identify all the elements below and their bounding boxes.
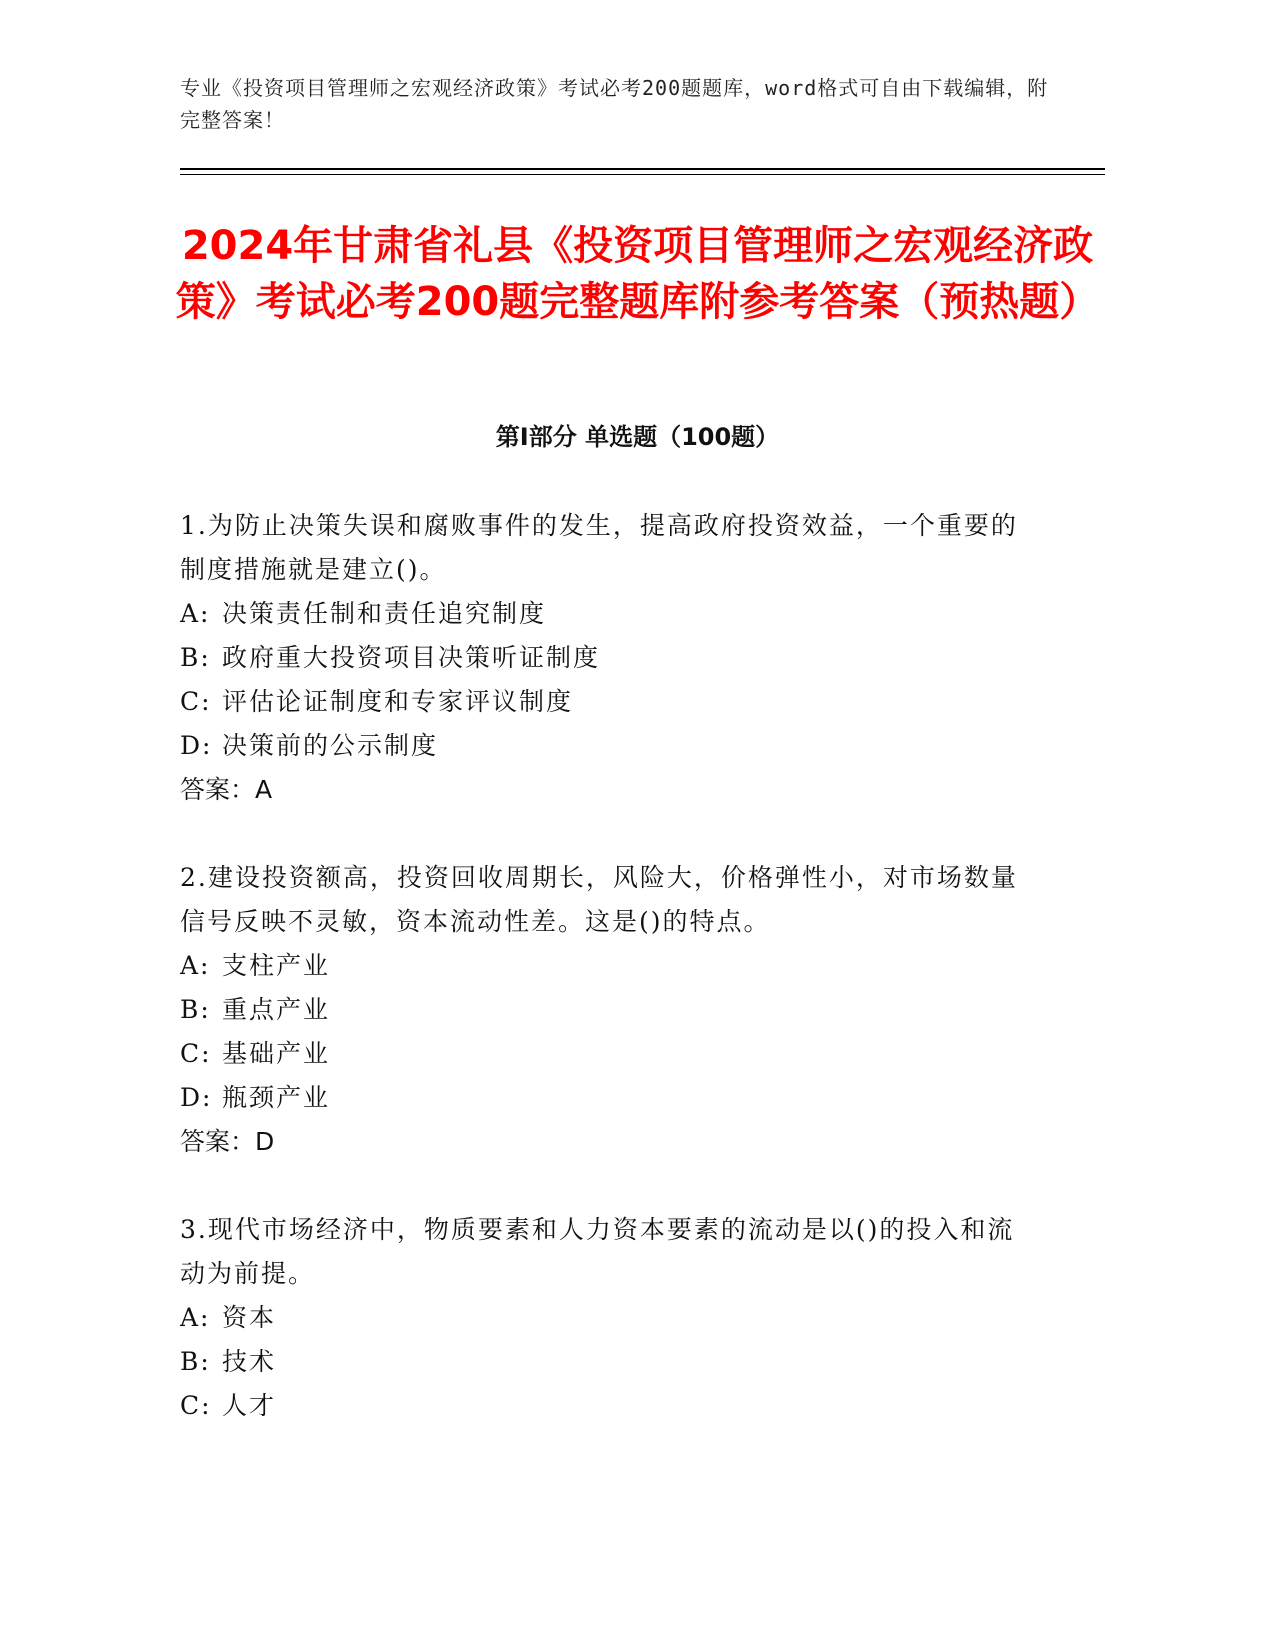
option-key: C: xyxy=(180,1391,212,1420)
option-key: A: xyxy=(180,951,211,980)
question-item xyxy=(180,1208,1020,1428)
question-item xyxy=(180,504,1020,812)
option-b xyxy=(180,988,1020,1032)
option-text: 技术 xyxy=(222,1347,277,1376)
header-rule-thin xyxy=(180,174,1105,175)
option-key: A: xyxy=(180,1303,211,1332)
option-c xyxy=(180,1384,1020,1428)
option-text: 人才 xyxy=(222,1391,277,1420)
header-rule-thick xyxy=(180,168,1105,170)
option-text: 决策责任制和责任追究制度 xyxy=(222,599,547,628)
option-text: 瓶颈产业 xyxy=(222,1083,331,1112)
option-key: D: xyxy=(180,1083,213,1112)
option-text: 重点产业 xyxy=(222,995,331,1024)
option-text: 支柱产业 xyxy=(222,951,331,980)
option-b xyxy=(180,636,1020,680)
answer-line: 答案：A xyxy=(180,775,273,804)
option-c xyxy=(180,1032,1020,1076)
header-note: 专业《投资项目管理师之宏观经济政策》考试必考200题题库，word格式可自由下载编辑，附完整答案！ xyxy=(180,76,1049,132)
option-text: 基础产业 xyxy=(222,1039,331,1068)
option-text: 决策前的公示制度 xyxy=(222,731,439,760)
question-item xyxy=(180,856,1020,1164)
option-text: 资本 xyxy=(222,1303,277,1332)
option-text: 政府重大投资项目决策听证制度 xyxy=(222,643,601,672)
section-title: 第I部分 单选题（100题） xyxy=(495,423,780,451)
option-key: C: xyxy=(180,1039,212,1068)
option-d xyxy=(180,724,1020,768)
option-a xyxy=(180,592,1020,636)
option-a xyxy=(180,1296,1020,1340)
option-key: B: xyxy=(180,643,211,672)
option-d xyxy=(180,1076,1020,1120)
question-list xyxy=(180,504,1020,1472)
option-key: B: xyxy=(180,995,211,1024)
option-text: 评估论证制度和专家评议制度 xyxy=(222,687,574,716)
option-b xyxy=(180,1340,1020,1384)
option-key: C: xyxy=(180,687,212,716)
answer-line: 答案：D xyxy=(180,1127,275,1156)
question-stem: 2.建设投资额高，投资回收周期长，风险大，价格弹性小，对市场数量信号反映不灵敏，资本流动性差。这是()的特点。 xyxy=(180,863,1018,936)
document-title: 2024年甘肃省礼县《投资项目管理师之宏观经济政策》考试必考200题完整题库附参考答案（预热题） xyxy=(175,223,1100,325)
question-stem: 3.现代市场经济中，物质要素和人力资本要素的流动是以()的投入和流动为前提。 xyxy=(180,1215,1015,1288)
option-key: A: xyxy=(180,599,211,628)
option-key: D: xyxy=(180,731,213,760)
question-stem: 1.为防止决策失误和腐败事件的发生，提高政府投资效益，一个重要的制度措施就是建立()。 xyxy=(180,511,1018,584)
option-c xyxy=(180,680,1020,724)
option-a xyxy=(180,944,1020,988)
option-key: B: xyxy=(180,1347,211,1376)
